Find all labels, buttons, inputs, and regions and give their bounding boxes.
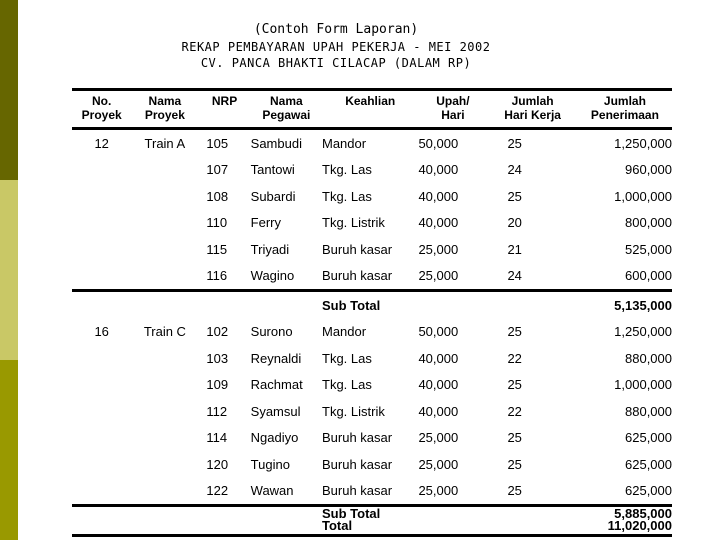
cell-nrp: 108 [206,188,229,204]
cell-penerimaan: 625,000 [625,430,672,446]
cell-no-proyek [72,451,131,478]
table-row [72,236,672,263]
empty-cell [72,291,131,319]
cell-hari-kerja: 22 [507,403,522,419]
cell-nama-proyek [131,157,198,184]
table-row [72,157,672,184]
cell-no-proyek [72,345,131,372]
cell-no-proyek [72,372,131,399]
cell-hari-kerja: 24 [507,162,522,178]
cell-no-proyek: 12 [94,135,109,151]
cell-no-proyek [72,236,131,263]
cell-nrp: 105 [206,135,229,151]
cell-upah-hari: 40,000 [418,215,459,231]
empty-cell [418,291,487,319]
cell-upah-hari: 40,000 [418,377,459,393]
table-row [72,451,672,478]
cell-keahlian: Tkg. Las [322,162,372,178]
cell-upah-hari: 25,000 [418,483,459,499]
cell-nama-pegawai: Syamsul [250,403,301,419]
cell-nama-proyek [131,398,198,425]
col-header-upah-hari: Upah/ Hari [436,94,470,122]
company-name: CV. PANCA BHAKTI CILACAP (DALAM RP) [200,56,472,70]
cell-penerimaan: 800,000 [625,215,672,231]
empty-cell [198,291,250,319]
cell-hari-kerja: 25 [507,483,522,499]
cell-penerimaan: 1,000,000 [614,377,672,393]
cell-upah-hari: 25,000 [418,268,459,284]
subtotal-row [72,291,672,319]
cell-nama-pegawai: Ferry [250,215,281,231]
cell-nama-pegawai: Reynaldi [250,350,302,366]
empty-cell [251,291,322,319]
cell-hari-kerja: 24 [507,268,522,284]
cell-nama-pegawai: Sambudi [250,135,302,151]
cell-penerimaan: 1,250,000 [614,135,672,151]
cell-no-proyek [72,398,131,425]
cell-keahlian: Tkg. Las [322,377,372,393]
cell-no-proyek [72,210,131,237]
cell-nama-proyek [131,210,198,237]
subtotal-label [322,506,418,536]
table-row [72,210,672,237]
cell-nrp: 103 [206,350,229,366]
cell-nama-proyek [131,425,198,452]
empty-cell [418,506,487,536]
cell-nama-pegawai: Tugino [250,456,290,472]
cell-nama-proyek [131,451,198,478]
empty-cell [72,506,131,536]
cell-hari-kerja: 25 [507,377,522,393]
cell-nama-proyek [131,236,198,263]
cell-hari-kerja: 25 [507,135,522,151]
cell-nama-proyek [131,183,198,210]
cell-penerimaan: 880,000 [625,350,672,366]
table-row [72,319,672,346]
table-row [72,263,672,291]
cell-nrp: 122 [206,483,229,499]
report-title: REKAP PEMBAYARAN UPAH PEKERJA - MEI 2002 [181,40,491,54]
cell-nrp: 112 [206,403,228,419]
cell-hari-kerja: 25 [507,188,522,204]
cell-penerimaan: 600,000 [625,268,672,284]
cell-penerimaan: 1,000,000 [614,188,672,204]
subtotal-value [578,291,672,319]
cell-nama-pegawai: Wawan [250,483,294,499]
cell-keahlian: Tkg. Listrik [322,215,385,231]
cell-nama-proyek [131,372,198,399]
cell-hari-kerja: 20 [507,215,522,231]
col-header-penerimaan: Jumlah Penerimaan [590,94,659,122]
cell-upah-hari: 25,000 [418,430,459,446]
cell-keahlian: Buruh kasar [322,430,393,446]
cell-upah-hari: 25,000 [418,456,459,472]
cell-hari-kerja: 22 [507,350,522,366]
cell-no-proyek: 16 [94,324,109,340]
cell-upah-hari: 40,000 [418,188,459,204]
cell-upah-hari: 25,000 [418,241,459,257]
cell-hari-kerja: 25 [507,456,522,472]
subtotal-total-row [72,506,672,536]
cell-keahlian: Mandor [322,324,367,340]
table-row [72,183,672,210]
table-row [72,345,672,372]
cell-keahlian: Buruh kasar [322,483,393,499]
cell-penerimaan: 880,000 [625,403,672,419]
cell-nrp: 102 [206,324,229,340]
cell-upah-hari: 50,000 [418,135,459,151]
total-value: 11,020,000 [607,518,672,534]
cell-nrp: 116 [206,268,228,284]
cell-no-proyek [72,425,131,452]
cell-keahlian: Buruh kasar [322,241,393,257]
cell-nrp: 115 [206,241,228,257]
cell-nama-pegawai: Surono [250,324,293,340]
cell-hari-kerja: 25 [507,324,522,340]
col-header-nama-pegawai: Nama Pegawai [262,94,311,122]
cell-nrp: 109 [206,377,229,393]
table-row [72,398,672,425]
cell-keahlian: Tkg. Las [322,350,372,366]
cell-nama-pegawai: Ngadiyo [250,430,299,446]
cell-no-proyek [72,478,131,506]
cell-nama-pegawai: Triyadi [250,241,290,257]
table-header-row [72,90,672,129]
cell-penerimaan: 960,000 [625,162,672,178]
cell-nrp: 110 [206,215,228,231]
empty-cell [198,506,250,536]
cell-nrp: 120 [206,456,229,472]
cell-nama-pegawai: Tantowi [250,162,295,178]
cell-penerimaan: 625,000 [625,456,672,472]
empty-cell [131,291,198,319]
empty-cell [251,506,322,536]
cell-no-proyek [72,263,131,291]
cell-nama-proyek [131,345,198,372]
cell-no-proyek [72,183,131,210]
table-row [72,372,672,399]
subtotal-label [322,291,418,319]
cell-no-proyek [72,157,131,184]
cell-keahlian: Tkg. Las [322,188,372,204]
table-row [72,129,672,157]
cell-nama-pegawai: Rachmat [250,377,303,393]
cell-upah-hari: 40,000 [418,162,459,178]
subtotal-label-text: Sub Total [322,297,381,313]
subtotal-value [578,506,672,536]
subtotal-label-text: Sub Total [322,506,381,522]
cell-upah-hari: 40,000 [418,350,459,366]
empty-cell [131,506,198,536]
cell-nama-pegawai: Wagino [250,268,295,284]
cell-keahlian: Tkg. Listrik [322,403,385,419]
cell-nama-pegawai: Subardi [250,188,296,204]
wage-report-table [72,88,672,537]
total-label: Total [322,518,353,534]
col-header-nrp: NRP [211,94,238,108]
sidebar-band-light [0,180,18,360]
cell-penerimaan: 625,000 [625,483,672,499]
cell-keahlian: Mandor [322,135,367,151]
cell-penerimaan: 1,250,000 [614,324,672,340]
cell-hari-kerja: 21 [507,241,522,257]
cell-upah-hari: 50,000 [418,324,459,340]
empty-cell [487,291,577,319]
col-header-no-proyek: No. Proyek [81,94,122,122]
cell-hari-kerja: 25 [507,430,522,446]
cell-nama-proyek: Train C [143,324,186,340]
col-header-keahlian: Keahlian [345,94,396,108]
cell-keahlian: Buruh kasar [322,268,393,284]
table-row [72,478,672,506]
col-header-nama-proyek: Nama Proyek [144,94,185,122]
cell-keahlian: Buruh kasar [322,456,393,472]
cell-nrp: 107 [206,162,229,178]
subtotal-value-text: 5,135,000 [614,297,672,313]
table-row [72,425,672,452]
sidebar-band-mid [0,360,18,540]
cell-nrp: 114 [206,430,228,446]
subtotal-value-text: 5,885,000 [614,506,672,522]
col-header-hari-kerja: Jumlah Hari Kerja [504,94,561,122]
cell-nama-proyek [131,263,198,291]
cell-penerimaan: 525,000 [625,241,672,257]
cell-upah-hari: 40,000 [418,403,459,419]
empty-cell [487,506,577,536]
cell-nama-proyek [131,478,198,506]
cell-nama-proyek: Train A [144,135,186,151]
report-subtitle: (Contoh Form Laporan) [253,22,419,37]
